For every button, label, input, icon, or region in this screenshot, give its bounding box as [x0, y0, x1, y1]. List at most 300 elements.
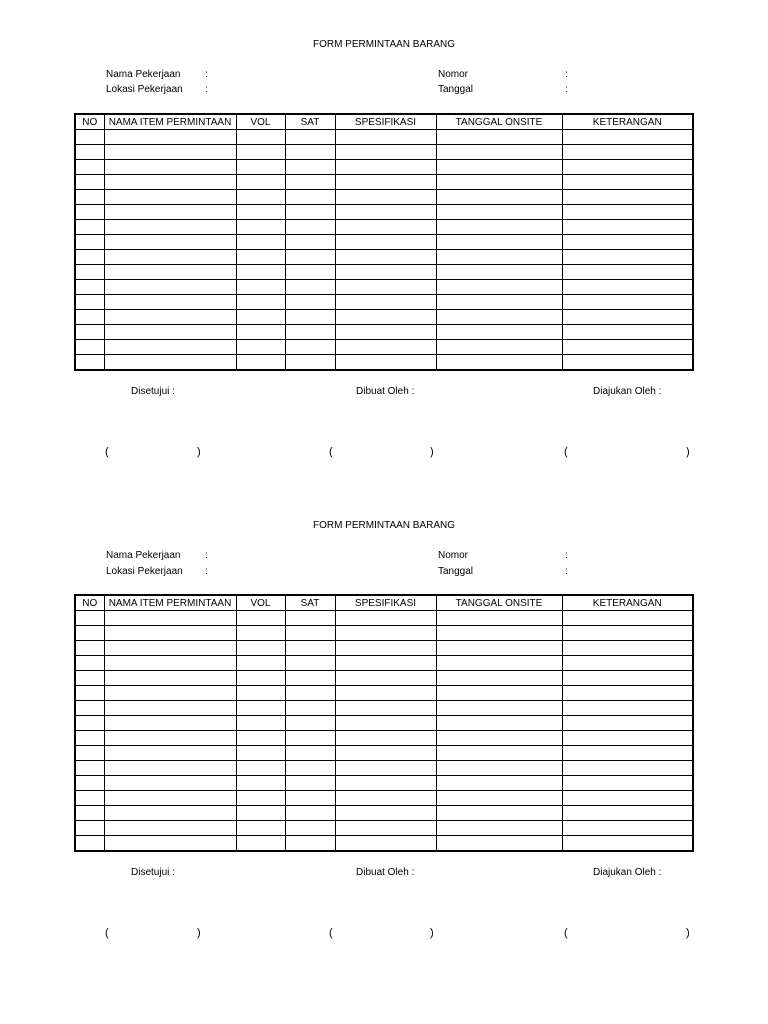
table-cell[interactable] — [436, 836, 562, 852]
table-row — [75, 656, 693, 671]
table-cell[interactable] — [562, 716, 693, 731]
table-cell[interactable] — [104, 671, 236, 686]
table-cell[interactable] — [285, 611, 335, 626]
table-cell[interactable] — [104, 746, 236, 761]
table-header-row — [75, 114, 693, 130]
table-cell[interactable] — [335, 130, 436, 145]
table-cell[interactable] — [236, 686, 285, 701]
table-cell[interactable] — [104, 235, 236, 250]
table-cell[interactable] — [285, 175, 335, 190]
table-cell[interactable] — [436, 626, 562, 641]
table-cell[interactable] — [285, 310, 335, 325]
table-cell[interactable] — [104, 836, 236, 852]
table-cell[interactable] — [104, 340, 236, 355]
table-cell[interactable] — [335, 821, 436, 836]
table-cell[interactable] — [104, 761, 236, 776]
table-row — [75, 145, 693, 160]
table-cell[interactable] — [562, 205, 693, 220]
table-cell[interactable] — [562, 235, 693, 250]
table-row — [75, 761, 693, 776]
table-cell[interactable] — [104, 806, 236, 821]
table-cell[interactable] — [436, 250, 562, 265]
table-cell[interactable] — [285, 250, 335, 265]
table-cell[interactable] — [562, 295, 693, 310]
table-cell[interactable] — [104, 791, 236, 806]
table-cell[interactable] — [285, 220, 335, 235]
table-cell[interactable] — [104, 160, 236, 175]
table-cell[interactable] — [236, 746, 285, 761]
table-cell[interactable] — [75, 806, 104, 821]
table-row — [75, 295, 693, 310]
table-cell[interactable] — [236, 325, 285, 340]
label-diajukan-oleh: Diajukan Oleh : — [593, 867, 662, 878]
request-items-table — [74, 594, 694, 852]
colon: : — [205, 550, 208, 561]
table-cell[interactable] — [562, 325, 693, 340]
table-cell[interactable] — [562, 806, 693, 821]
table-cell[interactable] — [75, 656, 104, 671]
table-cell[interactable] — [562, 280, 693, 295]
table-row — [75, 280, 693, 295]
table-cell[interactable] — [285, 626, 335, 641]
table-cell[interactable] — [104, 145, 236, 160]
table-cell[interactable] — [436, 280, 562, 295]
table-row — [75, 821, 693, 836]
table-cell[interactable] — [285, 806, 335, 821]
table-cell[interactable] — [236, 340, 285, 355]
table-cell[interactable] — [236, 280, 285, 295]
table-cell[interactable] — [436, 671, 562, 686]
table-cell[interactable] — [104, 280, 236, 295]
table-cell[interactable] — [236, 175, 285, 190]
table-cell[interactable] — [436, 641, 562, 656]
table-cell[interactable] — [436, 821, 562, 836]
table-cell[interactable] — [436, 761, 562, 776]
table-cell[interactable] — [285, 235, 335, 250]
table-cell[interactable] — [104, 175, 236, 190]
table-cell[interactable] — [562, 686, 693, 701]
table-cell[interactable] — [436, 731, 562, 746]
table-cell[interactable] — [236, 160, 285, 175]
signature-paren-close: ) — [686, 446, 690, 458]
label-nomor: Nomor — [438, 69, 469, 80]
table-cell[interactable] — [75, 641, 104, 656]
table-cell[interactable] — [335, 806, 436, 821]
table-cell[interactable] — [436, 265, 562, 280]
table-cell[interactable] — [236, 355, 285, 371]
table-cell[interactable] — [436, 716, 562, 731]
table-cell[interactable] — [335, 626, 436, 641]
table-cell[interactable] — [335, 641, 436, 656]
table-cell[interactable] — [436, 145, 562, 160]
table-cell[interactable] — [285, 280, 335, 295]
table-cell[interactable] — [562, 310, 693, 325]
table-cell[interactable] — [104, 250, 236, 265]
table-cell[interactable] — [75, 821, 104, 836]
table-cell[interactable] — [75, 355, 104, 371]
table-cell[interactable] — [436, 235, 562, 250]
table-cell[interactable] — [236, 716, 285, 731]
table-row — [75, 731, 693, 746]
table-cell[interactable] — [75, 746, 104, 761]
col-header-sat: SAT — [285, 114, 335, 130]
table-row — [75, 250, 693, 265]
table-cell[interactable] — [335, 355, 436, 371]
table-cell[interactable] — [236, 310, 285, 325]
signature-paren-open: ( — [105, 927, 109, 939]
table-cell[interactable] — [562, 265, 693, 280]
table-row — [75, 325, 693, 340]
table-cell[interactable] — [562, 746, 693, 761]
table-cell[interactable] — [436, 190, 562, 205]
table-cell[interactable] — [562, 250, 693, 265]
label-disetujui: Disetujui : — [131, 867, 175, 878]
table-header-row — [75, 595, 693, 611]
table-cell[interactable] — [236, 145, 285, 160]
table-cell[interactable] — [236, 235, 285, 250]
table-cell[interactable] — [562, 340, 693, 355]
table-cell[interactable] — [104, 355, 236, 371]
table-cell[interactable] — [562, 160, 693, 175]
table-cell[interactable] — [104, 295, 236, 310]
col-header-keterangan: KETERANGAN — [562, 114, 693, 130]
table-cell[interactable] — [236, 611, 285, 626]
table-cell[interactable] — [75, 280, 104, 295]
table-cell[interactable] — [562, 656, 693, 671]
table-cell[interactable] — [236, 671, 285, 686]
table-cell[interactable] — [285, 761, 335, 776]
col-header-spesifikasi: SPESIFIKASI — [335, 114, 436, 130]
table-cell[interactable] — [285, 821, 335, 836]
table-cell[interactable] — [236, 731, 285, 746]
table-cell[interactable] — [436, 175, 562, 190]
table-cell[interactable] — [285, 836, 335, 852]
form-title: FORM PERMINTAAN BARANG — [312, 39, 456, 50]
table-cell[interactable] — [104, 731, 236, 746]
table-cell[interactable] — [285, 295, 335, 310]
table-cell[interactable] — [436, 686, 562, 701]
table-cell[interactable] — [236, 205, 285, 220]
table-cell[interactable] — [75, 250, 104, 265]
table-cell[interactable] — [436, 656, 562, 671]
table-cell[interactable] — [75, 686, 104, 701]
table-cell[interactable] — [236, 701, 285, 716]
table-cell[interactable] — [75, 761, 104, 776]
table-cell[interactable] — [75, 791, 104, 806]
table-cell[interactable] — [236, 265, 285, 280]
table-cell[interactable] — [562, 761, 693, 776]
table-cell[interactable] — [104, 716, 236, 731]
table-row — [75, 716, 693, 731]
table-cell[interactable] — [75, 160, 104, 175]
signature-paren-close: ) — [430, 446, 434, 458]
table-cell[interactable] — [436, 776, 562, 791]
label-disetujui: Disetujui : — [131, 386, 175, 397]
table-cell[interactable] — [436, 295, 562, 310]
table-cell[interactable] — [104, 821, 236, 836]
table-cell[interactable] — [335, 235, 436, 250]
signature-paren-close: ) — [197, 446, 201, 458]
table-cell[interactable] — [285, 340, 335, 355]
table-cell[interactable] — [285, 265, 335, 280]
table-cell[interactable] — [75, 220, 104, 235]
signature-paren-open: ( — [329, 446, 333, 458]
label-nama-pekerjaan: Nama Pekerjaan — [106, 550, 181, 561]
table-cell[interactable] — [562, 355, 693, 371]
table-cell[interactable] — [335, 791, 436, 806]
table-row — [75, 686, 693, 701]
table-cell[interactable] — [335, 190, 436, 205]
signature-paren-open: ( — [105, 446, 109, 458]
table-cell[interactable] — [335, 160, 436, 175]
table-row — [75, 611, 693, 626]
col-header-nama-item: NAMA ITEM PERMINTAAN — [104, 114, 236, 130]
form-title: FORM PERMINTAAN BARANG — [312, 520, 456, 531]
table-cell[interactable] — [436, 325, 562, 340]
table-cell[interactable] — [236, 791, 285, 806]
table-cell[interactable] — [236, 836, 285, 852]
request-form-1 — [0, 0, 768, 480]
table-cell[interactable] — [75, 836, 104, 852]
table-cell[interactable] — [285, 190, 335, 205]
table-cell[interactable] — [562, 130, 693, 145]
col-header-tanggal-onsite: TANGGAL ONSITE — [436, 114, 562, 130]
table-cell[interactable] — [75, 310, 104, 325]
table-cell[interactable] — [104, 325, 236, 340]
table-cell[interactable] — [104, 130, 236, 145]
colon: : — [565, 566, 568, 577]
colon: : — [565, 550, 568, 561]
table-cell[interactable] — [75, 731, 104, 746]
table-cell[interactable] — [436, 340, 562, 355]
table-cell[interactable] — [285, 686, 335, 701]
table-cell[interactable] — [335, 611, 436, 626]
label-tanggal: Tanggal — [438, 566, 474, 577]
table-cell[interactable] — [104, 641, 236, 656]
table-cell[interactable] — [236, 641, 285, 656]
table-cell[interactable] — [104, 265, 236, 280]
table-cell[interactable] — [236, 190, 285, 205]
table-cell[interactable] — [335, 220, 436, 235]
table-cell[interactable] — [236, 250, 285, 265]
table-cell[interactable] — [436, 205, 562, 220]
table-cell[interactable] — [436, 746, 562, 761]
table-cell[interactable] — [104, 626, 236, 641]
table-cell[interactable] — [436, 220, 562, 235]
table-cell[interactable] — [285, 701, 335, 716]
table-row — [75, 310, 693, 325]
table-cell[interactable] — [436, 701, 562, 716]
table-cell[interactable] — [562, 731, 693, 746]
table-cell[interactable] — [104, 611, 236, 626]
table-cell[interactable] — [285, 355, 335, 371]
table-cell[interactable] — [562, 791, 693, 806]
table-cell[interactable] — [335, 145, 436, 160]
table-cell[interactable] — [236, 776, 285, 791]
table-cell[interactable] — [75, 626, 104, 641]
col-header-no: NO — [75, 595, 104, 611]
table-cell[interactable] — [285, 791, 335, 806]
table-cell[interactable] — [285, 130, 335, 145]
table-cell[interactable] — [335, 175, 436, 190]
label-dibuat-oleh: Dibuat Oleh : — [356, 386, 415, 397]
table-cell[interactable] — [436, 355, 562, 371]
label-tanggal: Tanggal — [438, 84, 474, 95]
col-header-tanggal-onsite: TANGGAL ONSITE — [436, 595, 562, 611]
table-cell[interactable] — [436, 160, 562, 175]
table-cell[interactable] — [335, 686, 436, 701]
table-cell[interactable] — [562, 776, 693, 791]
table-cell[interactable] — [285, 325, 335, 340]
table-cell[interactable] — [562, 175, 693, 190]
table-cell[interactable] — [75, 130, 104, 145]
table-cell[interactable] — [75, 340, 104, 355]
table-cell[interactable] — [285, 641, 335, 656]
table-cell[interactable] — [335, 310, 436, 325]
table-cell[interactable] — [285, 731, 335, 746]
table-cell[interactable] — [562, 220, 693, 235]
table-cell[interactable] — [236, 130, 285, 145]
table-cell[interactable] — [104, 310, 236, 325]
table-row — [75, 160, 693, 175]
table-cell[interactable] — [75, 611, 104, 626]
table-cell[interactable] — [75, 295, 104, 310]
table-cell[interactable] — [75, 235, 104, 250]
table-row — [75, 776, 693, 791]
table-cell[interactable] — [335, 250, 436, 265]
table-cell[interactable] — [335, 325, 436, 340]
table-row — [75, 235, 693, 250]
table-cell[interactable] — [335, 295, 436, 310]
col-header-spesifikasi: SPESIFIKASI — [335, 595, 436, 611]
table-cell[interactable] — [285, 656, 335, 671]
colon: : — [205, 69, 208, 80]
table-cell[interactable] — [285, 716, 335, 731]
table-row — [75, 175, 693, 190]
table-cell[interactable] — [75, 776, 104, 791]
table-row — [75, 746, 693, 761]
table-row — [75, 265, 693, 280]
table-cell[interactable] — [104, 190, 236, 205]
col-header-nama-item: NAMA ITEM PERMINTAAN — [104, 595, 236, 611]
label-diajukan-oleh: Diajukan Oleh : — [593, 386, 662, 397]
label-nomor: Nomor — [438, 550, 469, 561]
table-cell[interactable] — [285, 160, 335, 175]
table-cell[interactable] — [436, 806, 562, 821]
colon: : — [205, 566, 208, 577]
table-cell[interactable] — [562, 671, 693, 686]
table-cell[interactable] — [335, 205, 436, 220]
table-cell[interactable] — [104, 701, 236, 716]
col-header-vol: VOL — [236, 595, 285, 611]
table-cell[interactable] — [285, 145, 335, 160]
table-cell[interactable] — [236, 821, 285, 836]
table-cell[interactable] — [335, 761, 436, 776]
table-cell[interactable] — [236, 626, 285, 641]
table-cell[interactable] — [436, 611, 562, 626]
table-cell[interactable] — [335, 731, 436, 746]
table-cell[interactable] — [562, 821, 693, 836]
table-cell[interactable] — [335, 746, 436, 761]
table-cell[interactable] — [335, 836, 436, 852]
table-cell[interactable] — [75, 190, 104, 205]
signature-paren-close: ) — [430, 927, 434, 939]
table-row — [75, 641, 693, 656]
table-cell[interactable] — [75, 716, 104, 731]
table-cell[interactable] — [75, 701, 104, 716]
table-cell[interactable] — [236, 806, 285, 821]
table-cell[interactable] — [335, 265, 436, 280]
table-cell[interactable] — [562, 611, 693, 626]
table-cell[interactable] — [562, 145, 693, 160]
table-cell[interactable] — [562, 641, 693, 656]
table-cell[interactable] — [75, 265, 104, 280]
table-cell[interactable] — [436, 310, 562, 325]
colon: : — [565, 84, 568, 95]
table-cell[interactable] — [104, 205, 236, 220]
signature-paren-close: ) — [686, 927, 690, 939]
table-cell[interactable] — [562, 836, 693, 852]
col-header-sat: SAT — [285, 595, 335, 611]
table-cell[interactable] — [436, 791, 562, 806]
label-lokasi-pekerjaan: Lokasi Pekerjaan — [106, 566, 183, 577]
col-header-vol: VOL — [236, 114, 285, 130]
table-cell[interactable] — [104, 656, 236, 671]
table-row — [75, 355, 693, 371]
table-cell[interactable] — [104, 686, 236, 701]
table-cell[interactable] — [335, 280, 436, 295]
table-cell[interactable] — [236, 220, 285, 235]
table-cell[interactable] — [562, 190, 693, 205]
table-row — [75, 340, 693, 355]
table-cell[interactable] — [75, 325, 104, 340]
table-cell[interactable] — [335, 716, 436, 731]
table-row — [75, 791, 693, 806]
table-cell[interactable] — [335, 340, 436, 355]
table-cell[interactable] — [285, 746, 335, 761]
table-cell[interactable] — [236, 656, 285, 671]
table-cell[interactable] — [75, 145, 104, 160]
table-cell[interactable] — [335, 776, 436, 791]
table-row — [75, 130, 693, 145]
table-row — [75, 220, 693, 235]
signature-paren-open: ( — [329, 927, 333, 939]
table-row — [75, 626, 693, 641]
table-cell[interactable] — [436, 130, 562, 145]
table-cell[interactable] — [285, 776, 335, 791]
table-row — [75, 836, 693, 852]
table-cell[interactable] — [562, 626, 693, 641]
table-cell[interactable] — [75, 671, 104, 686]
table-cell[interactable] — [335, 671, 436, 686]
table-row — [75, 701, 693, 716]
label-lokasi-pekerjaan: Lokasi Pekerjaan — [106, 84, 183, 95]
table-cell[interactable] — [75, 175, 104, 190]
table-cell[interactable] — [335, 656, 436, 671]
table-cell[interactable] — [104, 776, 236, 791]
table-cell[interactable] — [104, 220, 236, 235]
request-form-2 — [0, 481, 768, 961]
table-cell[interactable] — [285, 205, 335, 220]
table-cell[interactable] — [236, 761, 285, 776]
table-cell[interactable] — [75, 205, 104, 220]
table-cell[interactable] — [562, 701, 693, 716]
table-cell[interactable] — [335, 701, 436, 716]
table-row — [75, 671, 693, 686]
table-cell[interactable] — [285, 671, 335, 686]
table-cell[interactable] — [236, 295, 285, 310]
table-row — [75, 190, 693, 205]
